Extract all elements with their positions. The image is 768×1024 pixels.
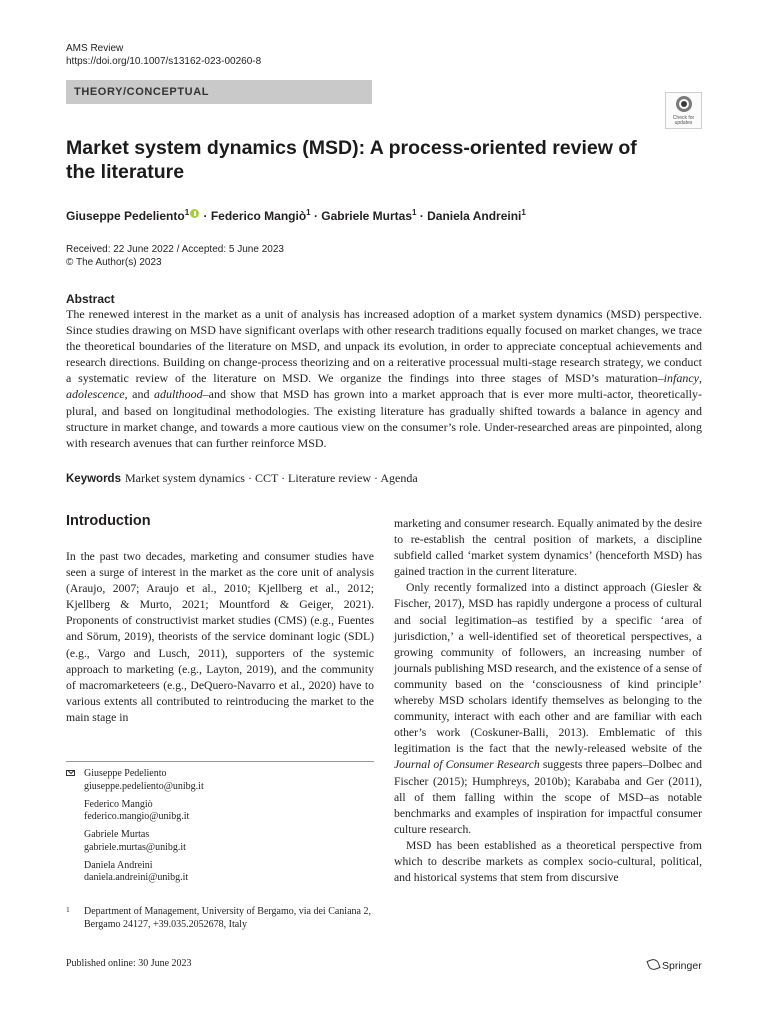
- abstract-body: [66, 306, 702, 451]
- paragraph: MSD has been established as a theoretical perspective from which to describe markets as complex socio-cultural, political, and historical systems that stem from discursive: [394, 838, 702, 885]
- affiliation-mark: 1: [66, 905, 70, 914]
- affiliation-text: Department of Management, University of Bergamo, via dei Caniana 2, Bergamo 24127, +39.035.2052678, Italy: [84, 906, 371, 930]
- keywords-label: Keywords: [66, 473, 121, 485]
- author-name[interactable]: Daniela Andreini: [427, 209, 522, 223]
- section-heading-introduction: Introduction: [66, 513, 151, 529]
- contact-entry: [66, 799, 374, 824]
- abstract-text-part: The renewed interest in the market as a unit of analysis has increased adoption of a market system dynamics (MSD) perspective. Since studies drawing on MSD have significant overlaps with other research traditions equally focused on market changes, we trace the theoretical boundaries of the literature on MSD, and unpack its evolution, in order to appreciate conceptual achievements and research directions. Building on change-process theorizing and on a reiterative processual multi-stage research strategy, we conduct a systematic review of the literature on MSD. We organize the findings into three stages of MSD’s maturation–: [66, 307, 702, 386]
- author-name[interactable]: Federico Mangiò: [210, 209, 307, 223]
- check-for-updates-badge[interactable]: [665, 92, 702, 129]
- publisher-logo: [648, 959, 702, 972]
- body-column-left: [66, 549, 374, 726]
- abstract-text-part: –and show that MSD has grown into a market approach that is ever more multi-actor, theoretically-plural, and based on longitudinal methodologies. The existing literature has gradually shifted towards a balance in agency and structure in market change, and towards a more cautious view on the consumer’s role. Under-researched areas are pinpointed, along with research avenues that can further reinforce MSD.: [66, 387, 702, 450]
- received-accepted-dates: Received: 22 June 2022 / Accepted: 5 June 2023: [66, 244, 284, 255]
- abstract-term-adulthood: adulthood: [153, 387, 203, 402]
- affiliation-footnote: [66, 905, 374, 931]
- badge-caption-line1: Check for: [672, 115, 695, 121]
- check-for-updates-icon: [676, 96, 692, 112]
- author-affil-mark: 1: [521, 208, 526, 217]
- published-online-date: Published online: 30 June 2023: [66, 958, 192, 969]
- author-separator: ·: [310, 209, 322, 223]
- journal-name-italic: Journal of Consumer Research: [394, 758, 540, 772]
- author-separator: ·: [200, 209, 211, 223]
- keywords-line: [66, 470, 418, 487]
- keywords-list: Market system dynamics · CCT · Literature review · Agenda: [124, 471, 418, 485]
- springer-horse-icon: [646, 957, 660, 971]
- doi-link[interactable]: https://doi.org/10.1007/s13162-023-00260-8: [66, 56, 262, 67]
- footnote-divider: [66, 761, 374, 762]
- author-name[interactable]: Gabriele Murtas: [321, 209, 412, 223]
- contact-name: Federico Mangiò: [84, 798, 153, 810]
- abstract-punct: ,: [699, 371, 702, 386]
- article-history: [66, 243, 284, 269]
- paragraph-text: Only recently formalized into a distinct approach (Giesler & Fischer, 2017), MSD has rapidly undergone a process of cultural and social legitimation–as testified by a specific ‘area of jurisdiction,’ a well-identified set of theoretical perspectives, a growing community of followers, an increasing number of journals publishing MSD research, and the existence of a sense of community based on the ‘consciousness of kind principle’ whereby MSD scholars identify themselves as belonging to the community, interact with each other and are familiar with each other’s work (Coskuner-Balli, 2013). Emblematic of this legitimation is the fact that the newly-released website of the: [394, 581, 703, 756]
- contact-email[interactable]: federico.mangio@unibg.it: [84, 811, 190, 822]
- author-affil-mark: 1: [184, 208, 190, 217]
- contact-entry: [66, 860, 374, 885]
- author-affil-mark: 1: [412, 208, 417, 217]
- contact-entry: [66, 829, 374, 854]
- abstract-punct: , and: [124, 387, 154, 402]
- article-category-band: THEORY/CONCEPTUAL: [66, 80, 372, 104]
- publisher-name: Springer: [662, 960, 702, 972]
- paper-title: Market system dynamics (MSD): A process-oriented review of the literature: [66, 137, 637, 183]
- corresponding-contacts: [66, 768, 374, 890]
- paragraph: [394, 580, 702, 838]
- contact-email[interactable]: daniela.andreini@unibg.it: [84, 872, 189, 883]
- body-column-right: [394, 516, 702, 886]
- orcid-icon[interactable]: [190, 209, 199, 218]
- contact-name: Gabriele Murtas: [84, 829, 150, 840]
- abstract-heading: Abstract: [66, 292, 115, 306]
- copyright-notice: © The Author(s) 2023: [66, 257, 162, 268]
- author-list: [66, 205, 526, 224]
- paragraph: In the past two decades, marketing and consumer studies have seen a surge of interest in the market as the core unit of analysis (Araujo, 2007; Araujo et al., 2010; Kjellberg et al., 2012; Kjellberg & Murto, 2021; Mountford & Geiger, 2021). Proponents of constructivist market studies (CMS) (e.g., Fuentes and Sörum, 2019), theorists of the service dominant logic (SDL) (e.g., Vargo and Lusch, 2011), supporters of the systemic approach to marketing (e.g., Layton, 2019), and the community of macromarketeers (e.g., DeQuero-Navarro et al., 2020) have to various extents all contributed to reintroducing the market to the main stage in: [66, 550, 374, 724]
- journal-name: AMS Review: [66, 43, 124, 54]
- contact-name: Giuseppe Pedeliento: [84, 768, 167, 779]
- author-separator: ·: [416, 209, 428, 223]
- paragraph: marketing and consumer research. Equally animated by the desire to re-establish the central position of markets, a discipline subfield called ‘market system dynamics’ (henceforth MSD) has gained traction in the current literature.: [394, 517, 702, 579]
- author-name[interactable]: Giuseppe Pedeliento: [66, 209, 185, 223]
- contact-entry: [66, 768, 374, 793]
- paragraph-text: suggests three papers–Dolbec and Fischer (2015); Humphreys, 2010b); Karababa and Ger (2011), all of them falling within the scope of MSD–as notable benchmarks and examples of inspiration for impactful consumer culture research.: [394, 758, 702, 836]
- contact-email[interactable]: giuseppe.pedeliento@unibg.it: [84, 780, 204, 792]
- abstract-term-infancy: infancy: [663, 371, 699, 386]
- journal-header: [66, 42, 261, 68]
- contact-name: Daniela Andreini: [84, 859, 153, 871]
- envelope-icon: [66, 770, 75, 776]
- contact-email[interactable]: gabriele.murtas@unibg.it: [84, 841, 186, 853]
- abstract-term-adolescence: adolescence: [66, 387, 125, 402]
- badge-caption-line2: updates: [674, 120, 693, 126]
- author-affil-mark: 1: [306, 208, 311, 217]
